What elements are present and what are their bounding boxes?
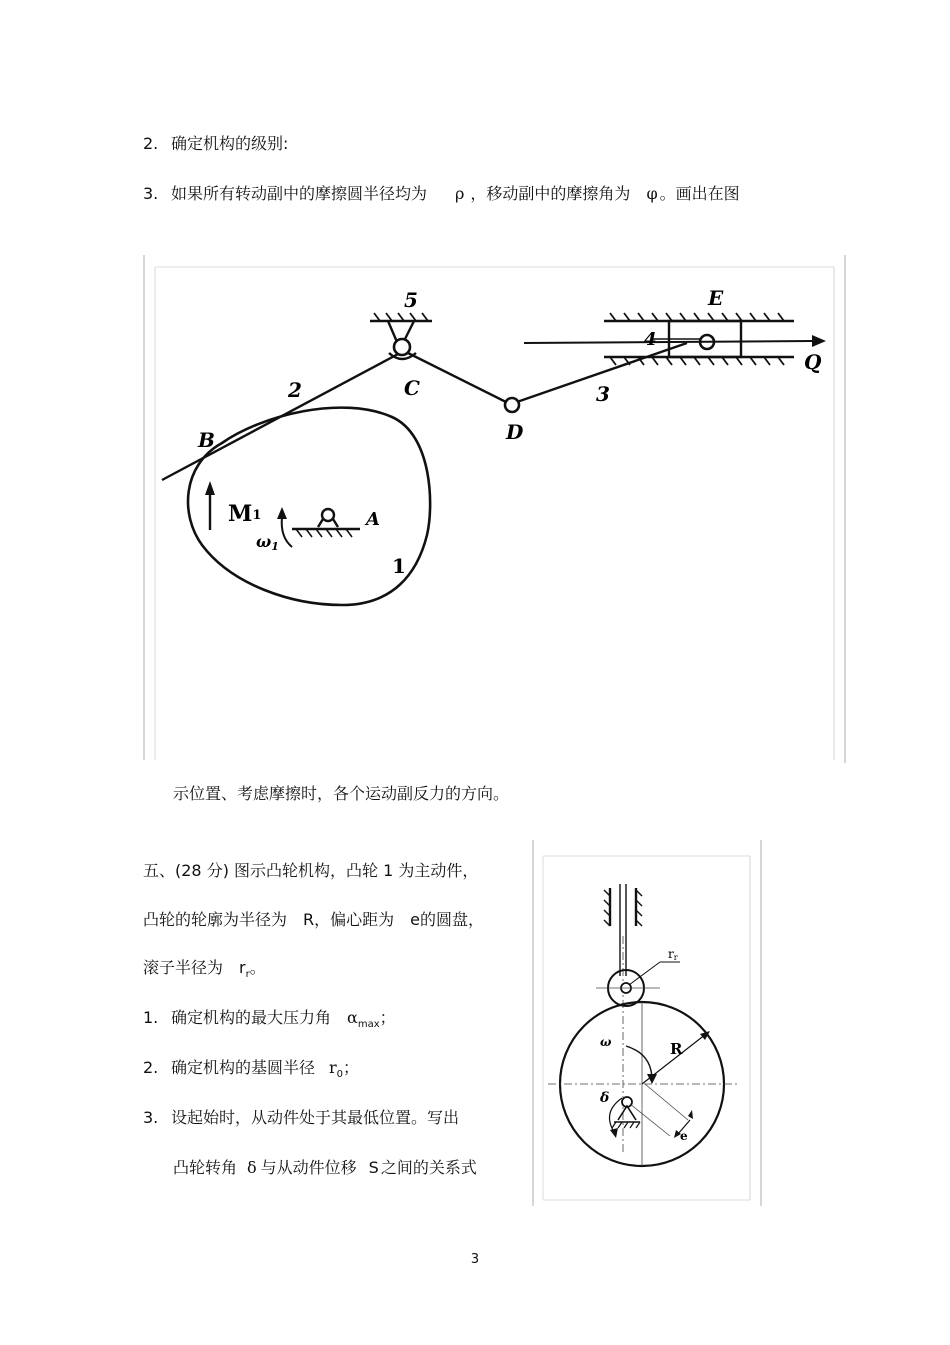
label-delta: δ: [600, 1090, 610, 1106]
label-Q: Q: [804, 350, 822, 374]
label-e: e: [680, 1129, 688, 1143]
item-number: 1.: [143, 1008, 159, 1027]
label-B: B: [198, 428, 215, 452]
label-M-main: M: [228, 501, 253, 527]
rho-symbol: ρ: [455, 184, 465, 203]
label-omega2: ω: [600, 1035, 612, 1049]
label-four: 4: [644, 329, 657, 350]
item-number: 3.: [143, 184, 159, 203]
q5-line2: 凸轮的轮廓为半径为 R，偏心距为 e的圆盘，: [143, 910, 484, 929]
q5-header: 五、(28 分) 图示凸轮机构，凸轮 1 为主动件，: [143, 861, 479, 880]
label-C: C: [404, 376, 420, 400]
label-A: A: [366, 509, 380, 530]
q5-line3: [143, 958, 266, 985]
cont-text-b: 与从动件位移: [260, 1158, 357, 1177]
label-M-sub: 1: [252, 508, 262, 523]
item-number: 2.: [143, 1058, 159, 1077]
item-number: 2.: [143, 134, 159, 153]
label-D: D: [506, 420, 524, 444]
label-rr: [668, 947, 678, 962]
cam-figure: [530, 840, 766, 1208]
item-text-a: 如果所有转动副中的摩擦圆半径均为: [171, 184, 428, 203]
item-text: 确定机构的级别:: [171, 134, 289, 153]
r-symbol: r: [329, 1058, 337, 1077]
q5-item-3: [143, 1108, 459, 1128]
item-number: 3.: [143, 1108, 159, 1127]
alpha-sub: max: [357, 1019, 380, 1031]
q4-item-3: [143, 184, 740, 204]
item-text: 确定机构的最大压力角: [171, 1008, 332, 1027]
q5-item-1: [143, 1008, 396, 1035]
q4-continuation: 示位置、考虑摩擦时，各个运动副反力的方向。: [173, 784, 510, 803]
phi-symbol: φ: [646, 184, 658, 203]
page-number: 3: [470, 1252, 480, 1267]
line3-sub: r: [245, 969, 250, 981]
label-omega-sub: 1: [271, 540, 279, 553]
label-two: 2: [288, 378, 302, 402]
label-M: [228, 501, 261, 527]
item-text: 确定机构的基圆半径: [171, 1058, 316, 1077]
line3-tail: 。: [249, 958, 266, 977]
item-text: 设起始时，从动件处于其最低位置。写出: [171, 1108, 460, 1127]
item-tail: ；: [379, 1008, 396, 1027]
cont-text-c: 之间的关系式: [380, 1158, 477, 1177]
label-one: 1: [392, 554, 406, 578]
label-five: 5: [404, 288, 418, 312]
label-rr-sub: r: [673, 953, 678, 962]
q4-item-2: [143, 134, 288, 154]
label-rr-main: r: [668, 947, 674, 961]
delta-symbol: δ: [247, 1158, 257, 1177]
label-omega-main: ω: [256, 532, 272, 551]
label-omega: [256, 532, 279, 553]
q5-item-3-cont: [173, 1158, 477, 1178]
r-sub: 0: [336, 1069, 344, 1081]
s-symbol: S: [368, 1158, 379, 1177]
label-R: R: [670, 1040, 683, 1058]
item-text-c: 。画出在图: [659, 184, 740, 203]
cont-text-a: 凸轮转角: [173, 1158, 238, 1177]
item-tail: ；: [343, 1058, 360, 1077]
label-E: E: [708, 286, 724, 310]
mechanism-figure: [142, 255, 848, 763]
label-three: 3: [596, 382, 610, 406]
q5-item-2: [143, 1058, 359, 1085]
item-text-b: ，移动副中的摩擦角为: [470, 184, 631, 203]
alpha-symbol: α: [347, 1008, 358, 1027]
line3-text: 滚子半径为 r: [143, 958, 246, 977]
